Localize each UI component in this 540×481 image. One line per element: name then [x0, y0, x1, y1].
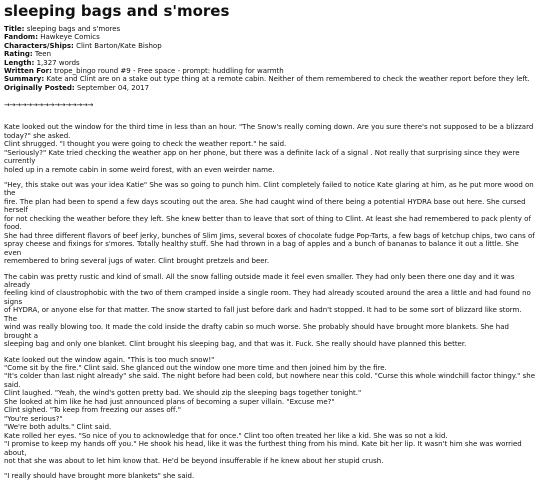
meta-label: Length: [4, 58, 35, 67]
meta-line [4, 50, 536, 58]
meta-label: Characters/Ships: [4, 41, 74, 50]
story-line: "You're serious?" [4, 414, 63, 423]
story-paragraph [4, 356, 536, 466]
meta-line [4, 33, 536, 41]
story-line: spray cheese and fixings for s'mores. Totally healthy stuff. She had thrown in a bag of apples and a bunch of bananas to balance it out a little. She even [4, 240, 519, 257]
page-title: sleeping bags and s'mores [4, 2, 230, 20]
meta-line [4, 42, 536, 50]
meta-value: Clint Barton/Kate Bishop [76, 41, 162, 50]
story-line: sleeping bag and only one blanket. Clint brought his sleeping bag, and that was it. Fuck. She really should have planned this better. [4, 340, 467, 349]
story-line: "Come sit by the fire." Clint said. She glanced out the window one more time and then joined him by the fire. [4, 364, 387, 373]
story-line: She had three different flavors of beef jerky, bunches of Slim Jims, several boxes of chocolate fudge Pop-Tarts, a few bags of ketchup chips, two cans of [4, 231, 535, 240]
story-line: She looked at him like he had just announced plans of becoming a super villain. "Excuse me?" [4, 397, 335, 406]
meta-value: trope_bingo round #9 - Free space - prompt: huddling for warmth [54, 67, 284, 76]
story-paragraph [4, 181, 536, 266]
meta-value: 1,327 words [36, 58, 80, 67]
meta-label: Fandom: [4, 33, 38, 42]
meta-value: sleeping bags and s'mores [26, 25, 121, 33]
story-paragraph [4, 273, 536, 349]
story-line: "Seriously?" Kate tried checking the weather app on her phone, but there was a definite lack of a signal . Not really that surprising since they were currently [4, 148, 520, 166]
meta-value: September 04, 2017 [76, 83, 150, 92]
meta-line [4, 67, 536, 75]
story-line: holed up in a remote cabin in some weird forest, with an even weirder name. [4, 165, 275, 174]
story-body [4, 123, 536, 481]
meta-line [4, 75, 536, 83]
story-line: Clint laughed. "Yeah, the wind's gotten pretty bad. We should zip the sleeping bags together tonight." [4, 389, 362, 398]
meta-label: Written For: [4, 67, 52, 76]
meta-line [4, 25, 536, 33]
story-line: remembered to bring several jugs of water. Clint brought pretzels and beer. [4, 257, 270, 266]
story-line: "I really should have brought more blankets" she said. [4, 472, 195, 481]
story-line: Kate rolled her eyes. "So nice of you to acknowledge that for once." Clint too often treated her like a kid. She was so not a kid. [4, 431, 448, 440]
story-line: Clint sighed. "To keep from freezing our asses off." [4, 406, 181, 415]
story-line: of HYDRA, or anyone else for that matter. The snow started to fall just before dark and hadn't stopped. It had to be some sort of blizzard like storm. The [4, 306, 522, 323]
story-line: "It's colder than last night already" she said. The night before had been cold, but nowhere near this cold. "Curse this whole windchill factor thingy." she [4, 372, 536, 381]
story-line: "Hey, this stake out was your idea Katie" She was so going to punch him. Clint completely failed to notice Kate glaring at him, as he put more wood on the [4, 180, 534, 198]
meta-line [4, 84, 536, 92]
story-line: wind was really blowing too. It made the cold inside the drafty cabin so much worse. She probably should have brought more blankets. She had brought a [4, 323, 509, 340]
story-line: Kate looked out the window again. "This is too much snow!" [4, 355, 215, 364]
story-line: Kate looked out the window for the third time in less than an hour. "The Snow's really coming down. Are you sure there's not supposed to be a blizzard [4, 123, 534, 132]
story-line: fire. The plan had been to spend a few days scouting out the area. She had caught wind of there being a potential HYDRA base out here. She cursed herself [4, 197, 526, 215]
story-line: not that she was about to let him know that. He'd be beyond insufferable if he knew about her stupid crush. [4, 457, 384, 466]
section-divider: →→→→→→→→→→→→→→→→ [4, 101, 94, 110]
meta-label: Title: [4, 25, 25, 33]
story-line: said. [4, 380, 21, 389]
story-paragraph [4, 472, 536, 480]
story-line: The cabin was pretty rustic and kind of small. All the snow falling outside made it feel even smaller. They had only been there one day and it was already [4, 272, 515, 289]
meta-value: Kate and Clint are on a stake out type thing at a remote cabin. Neither of them remembered to check the weather report before they left. [46, 75, 530, 84]
story-line: "I promise to keep my hands off you." He shook his head, like it was the furthest thing from his mind. Kate bit her lip. It wasn't him she was worried about, [4, 440, 522, 457]
meta-label: Originally Posted: [4, 83, 75, 92]
story-line: "We're both adults." Clint said. [4, 423, 112, 432]
meta-label: Rating: [4, 50, 33, 59]
meta-value: Hawkeye Comics [40, 33, 100, 42]
story-line: feeling kind of claustrophobic with the two of them cramped inside a single room. They had already scouted around the area a little and had found no signs [4, 289, 531, 306]
story-line: today?" she asked. [4, 131, 71, 140]
story-line: Clint shrugged. "I thought you were going to check the weather report." he said. [4, 140, 287, 149]
story-metadata [4, 25, 536, 92]
story-line: for not checking the weather before they left. She knew better than to leave that sort of thing to Clint. At least she had remembered to pack plenty of food. [4, 214, 531, 232]
meta-label: Summary: [4, 75, 45, 84]
meta-line [4, 59, 536, 67]
meta-value: Teen [34, 50, 52, 59]
story-paragraph [4, 123, 536, 174]
